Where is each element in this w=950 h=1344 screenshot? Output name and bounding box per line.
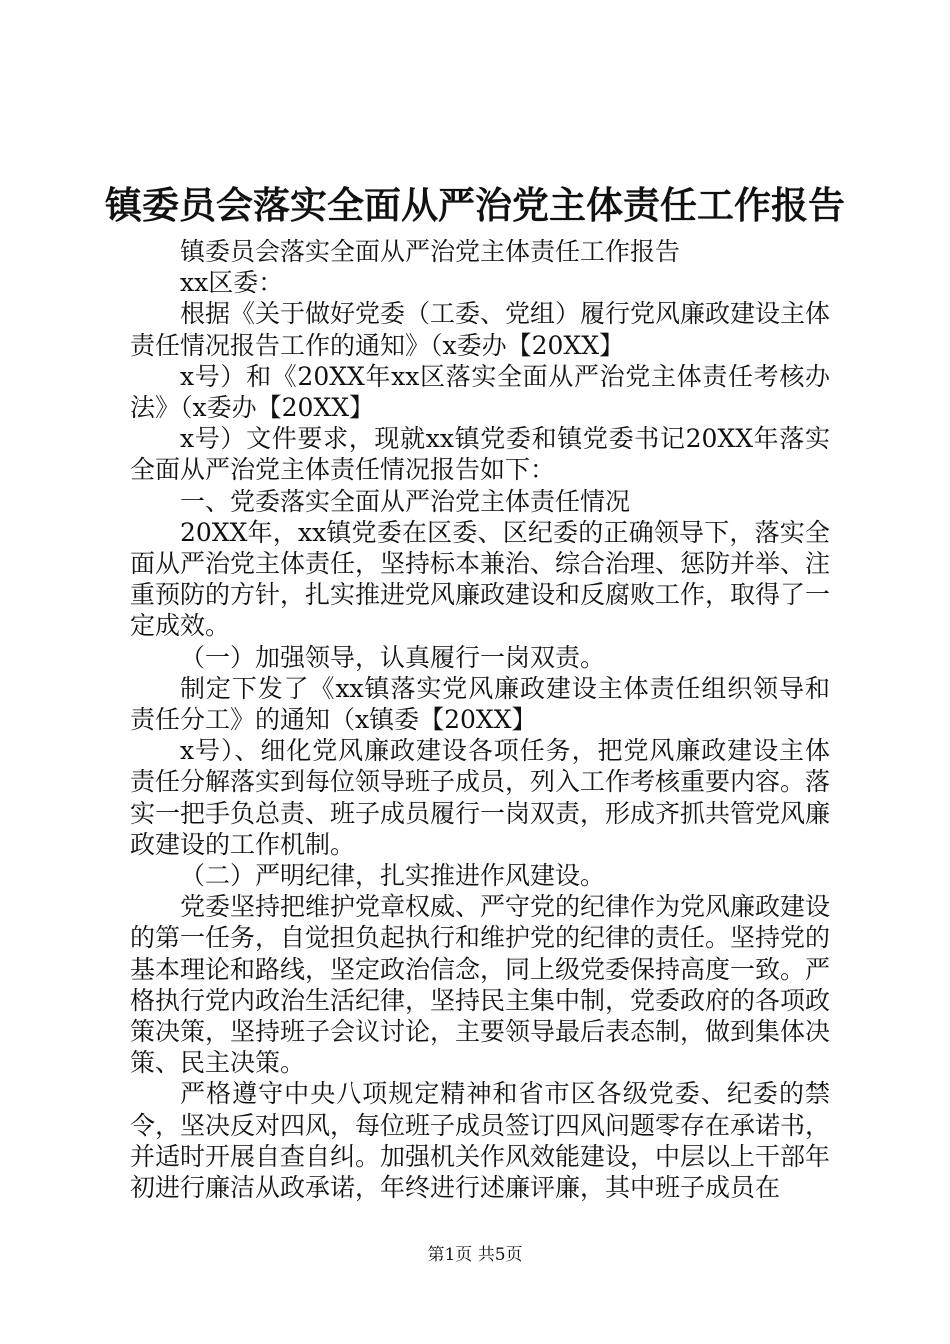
paragraph: x号）、细化党风廉政建设各项任务，把党风廉政建设主体责任分解落实到每位领导班子成员，列入工作考核重要内容。落实一把手负总责、班子成员履行一岗双责，形成齐抓共管党风廉政建设的工作机制。 [130,736,831,859]
subsection-heading: （二）严明纪律，扎实推进作风建设。 [180,861,606,891]
document-body [130,236,830,1203]
page-footer: 第1页 共5页 [427,1245,523,1265]
paragraph: 严格遵守中央八项规定精神和省市区各级党委、纪委的禁令，坚决反对四风，每位班子成员签订四风问题零存在承诺书，并适时开展自查自纠。加强机关作风效能建设，中层以上干部年初进行廉洁从政承诺，年终进行述廉评廉，其中班子成员在 [130,1079,831,1203]
paragraph: 制定下发了《xx镇落实党风廉政建设主体责任组织领导和责任分工》的通知（x镇委【20XX】 [130,673,830,735]
document-title: 镇委员会落实全面从严治党主体责任工作报告 [105,183,845,227]
paragraph: 党委坚持把维护党章权威、严守党的纪律作为党风廉政建设的第一任务，自觉担负起执行和维护党的纪律的责任。坚持党的基本理论和路线，坚定政治信念，同上级党委保持高度一致。严格执行党内政治生活纪律，坚持民主集中制，党委政府的各项政策决策，坚持班子会议讨论，主要领导最后表态制，做到集体决策、民主决策。 [130,892,831,1078]
paragraph: xx区委： [180,268,284,298]
paragraph: x号）文件要求，现就xx镇党委和镇党委书记20XX年落实全面从严治党主体责任情况报告如下： [130,424,830,485]
paragraph: 根据《关于做好党委（工委、党组）履行党风廉政建设主体责任情况报告工作的通知》（x委办【20XX】 [130,299,831,360]
paragraph: 镇委员会落实全面从严治党主体责任工作报告 [180,237,681,266]
paragraph: 20XX年，xx镇党委在区委、区纪委的正确领导下，落实全面从严治党主体责任，坚持标本兼治、综合治理、惩防并举、注重预防的方针，扎实推进党风廉政建设和反腐败工作，取得了一定成效。 [130,517,831,641]
paragraph: x号）和《20XX年xx区落实全面从严治党主体责任考核办法》（x委办【20XX】 [130,361,830,423]
section-heading: 一、党委落实全面从严治党主体责任情况 [180,486,631,516]
subsection-heading: （一）加强领导，认真履行一岗双责。 [180,642,606,672]
